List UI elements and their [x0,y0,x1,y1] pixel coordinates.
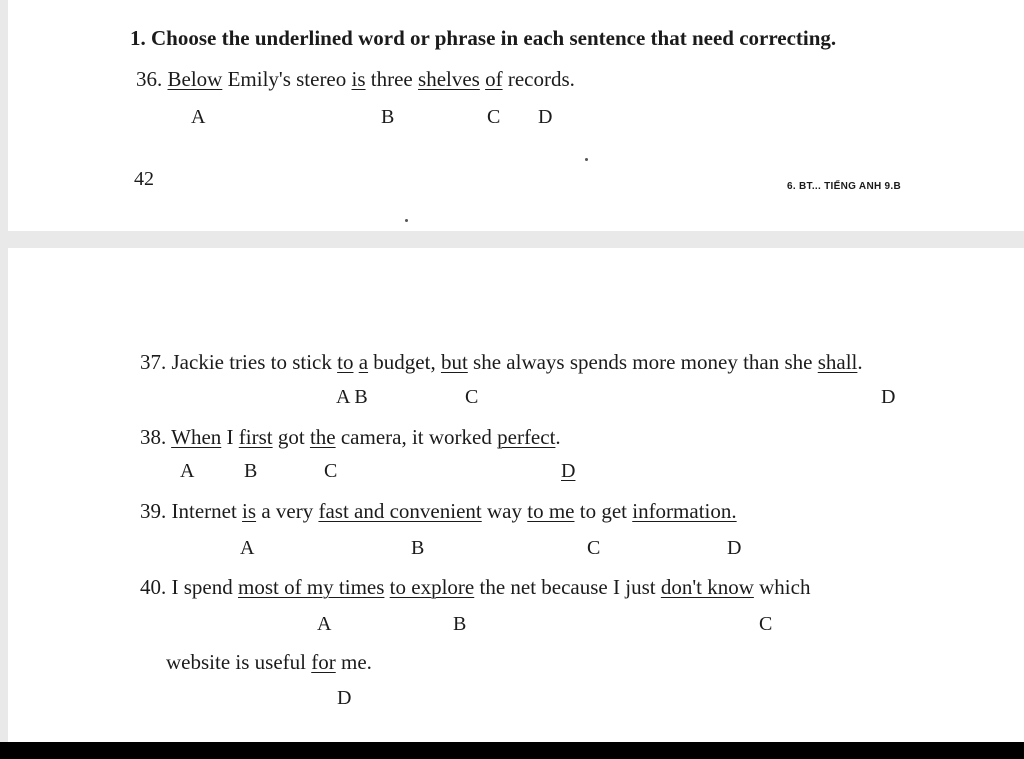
sentence-text: she always spends more money than she [467,350,818,374]
option-b-underlined: is [351,67,366,91]
question-number: 37. [140,350,167,374]
question-40 [140,575,810,600]
sentence-text: got [272,425,310,449]
sentence-text: records. [502,67,575,91]
option-letter-c: C [324,460,338,482]
sentence-text: the net because I just [474,575,661,599]
option-letters-ab: A B [336,386,368,408]
question-37 [140,350,863,375]
option-c-underlined: to me [527,499,575,523]
option-letter-a: A [191,106,206,128]
option-b-underlined: first [238,425,273,449]
sentence-text: a very [256,499,319,523]
option-c-underlined: but [440,350,468,374]
option-c-underlined: shelves [418,67,480,91]
option-c-underlined: the [309,425,336,449]
option-d-underlined: perfect [497,425,556,449]
page-number: 42 [134,168,154,190]
option-letter-d: D [561,460,576,482]
speck [585,158,588,161]
option-letter-d: D [538,106,553,128]
sentence-text: website is useful [166,650,312,674]
sentence-text: Emily's stereo [222,67,352,91]
option-letter-b: B [381,106,395,128]
sentence-text: . [857,350,863,374]
option-a-underlined: to [337,350,354,374]
bottom-black-bar [0,742,1024,759]
sentence-text: way [481,499,528,523]
option-letter-c: C [487,106,501,128]
sentence-text: I spend [171,575,238,599]
sentence-text: Jackie tries to stick [171,350,338,374]
option-b-underlined: to explore [389,575,475,599]
sentence-text: . [555,425,561,449]
option-a-underlined: most of my times [238,575,385,599]
option-letter-c: C [587,537,601,559]
option-letter-d: D [337,687,352,709]
sentence-text: camera, it worked [335,425,498,449]
worksheet-page-bottom [8,248,1024,742]
question-number: 38. [140,425,167,449]
option-letter-d: D [727,537,742,559]
question-number: 40. [140,575,167,599]
footer-mark: 6. BT... TIẾNG ANH 9.B [787,181,902,192]
option-letter-a: A [317,613,332,635]
option-letter-c: C [759,613,773,635]
sentence-text: Internet [171,499,243,523]
option-d-underlined: shall [817,350,858,374]
sentence-text: me. [335,650,372,674]
question-38 [140,425,561,450]
option-letter-b: B [244,460,258,482]
sentence-text: to get [574,499,633,523]
option-letter-b: B [411,537,425,559]
instruction-heading: 1. Choose the underlined word or phrase in each sentence that need correcting. [130,26,837,50]
option-d-underlined: for [311,650,336,674]
option-letter-d: D [881,386,896,408]
option-d-underlined: information. [632,499,737,523]
option-a-underlined: When [171,425,222,449]
question-40-continued [166,650,372,675]
option-letter-c: C [465,386,479,408]
option-d-underlined: of [485,67,503,91]
option-letter-a: A [180,460,195,482]
worksheet-page-top [8,0,1024,231]
question-36 [136,67,575,92]
option-b-underlined: a [358,350,369,374]
question-39 [140,499,737,524]
sentence-text: I [221,425,239,449]
option-c-underlined: don't know [660,575,754,599]
option-a-underlined: Below [167,67,223,91]
question-number: 39. [140,499,167,523]
sentence-text: three [365,67,419,91]
speck [405,219,408,222]
question-number: 36. [136,67,163,91]
sentence-text: which [753,575,811,599]
option-b-underlined: fast and convenient [318,499,482,523]
option-letter-a: A [240,537,255,559]
option-letter-b: B [453,613,467,635]
sentence-text: budget, [368,350,441,374]
option-a-underlined: is [242,499,257,523]
